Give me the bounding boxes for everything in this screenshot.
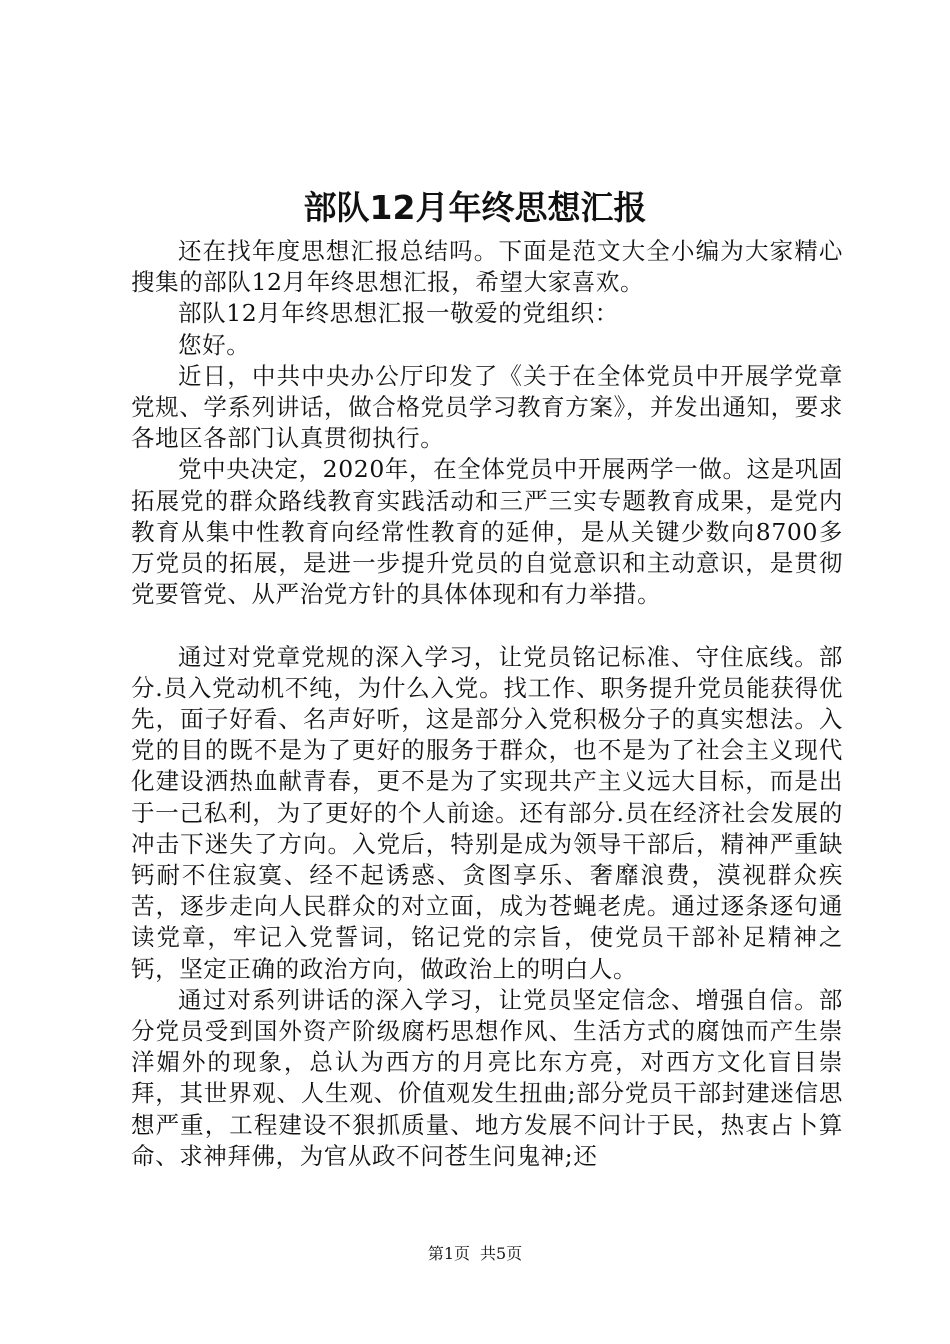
paragraph-intro: 还在找年度思想汇报总结吗。下面是范文大全小编为大家精心搜集的部队12月年终思想汇报，希望大家喜欢。 bbox=[131, 237, 843, 297]
page-footer bbox=[0, 1244, 950, 1264]
paragraph-greeting: 您好。 bbox=[178, 330, 251, 359]
paragraph-decision: 党中央决定，2020年，在全体党员中开展两学一做。这是巩固拓展党的群众路线教育实践活动和三严三实专题教育成果，是党内教育从集中性教育向经常性教育的延伸，是从关键少数向8700多万党员的拓展，是进一步提升党员的自觉意识和主动意识，是贯彻党要管党、从严治党方针的具体体现和有力举措。 bbox=[131, 455, 843, 609]
page-total: 共5页 bbox=[480, 1244, 523, 1263]
document-title: 部队12月年终思想汇报 bbox=[303, 188, 647, 227]
paragraph-speeches: 通过对系列讲话的深入学习，让党员坚定信念、增强自信。部分党员受到国外资产阶级腐朽思想作风、生活方式的腐蚀而产生崇洋媚外的现象，总认为西方的月亮比东方亮，对西方文化盲目崇拜，其世界观、人生观、价值观发生扭曲;部分党员干部封建迷信思想严重，工程建设不狠抓质量、地方发展不问计于民，热衷占卜算命、求神拜佛，为官从政不问苍生问鬼神;还 bbox=[131, 985, 843, 1170]
page-number: 第1页 bbox=[427, 1244, 470, 1263]
paragraph-notice: 近日，中共中央办公厅印发了《关于在全体党员中开展学党章党规、学系列讲话，做合格党员学习教育方案》，并发出通知，要求各地区各部门认真贯彻执行。 bbox=[131, 361, 843, 453]
paragraph-party-constitution: 通过对党章党规的深入学习，让党员铭记标准、守住底线。部分.员入党动机不纯，为什么入党。找工作、职务提升党员能获得优先，面子好看、名声好听，这是部分入党积极分子的真实想法。入党的目的既不是为了更好的服务于群众，也不是为了社会主义现代化建设洒热血献青春，更不是为了实现共产主义远大目标，而是出于一己私利，为了更好的个人前途。还有部分.员在经济社会发展的冲击下迷失了方向。入党后，特别是成为领导干部后，精神严重缺钙耐不住寂寞、经不起诱惑、贪图享乐、奢靡浪费，漠视群众疾苦，逐步走向人民群众的对立面，成为苍蝇老虎。通过逐条逐句通读党章，牢记入党誓词，铭记党的宗旨，使党员干部补足精神之钙，坚定正确的政治方向，做政治上的明白人。 bbox=[131, 642, 843, 983]
paragraph-salutation: 部队12月年终思想汇报一敬爱的党组织： bbox=[178, 299, 619, 328]
paragraph-spacer bbox=[131, 610, 843, 641]
document-body bbox=[131, 236, 843, 1172]
